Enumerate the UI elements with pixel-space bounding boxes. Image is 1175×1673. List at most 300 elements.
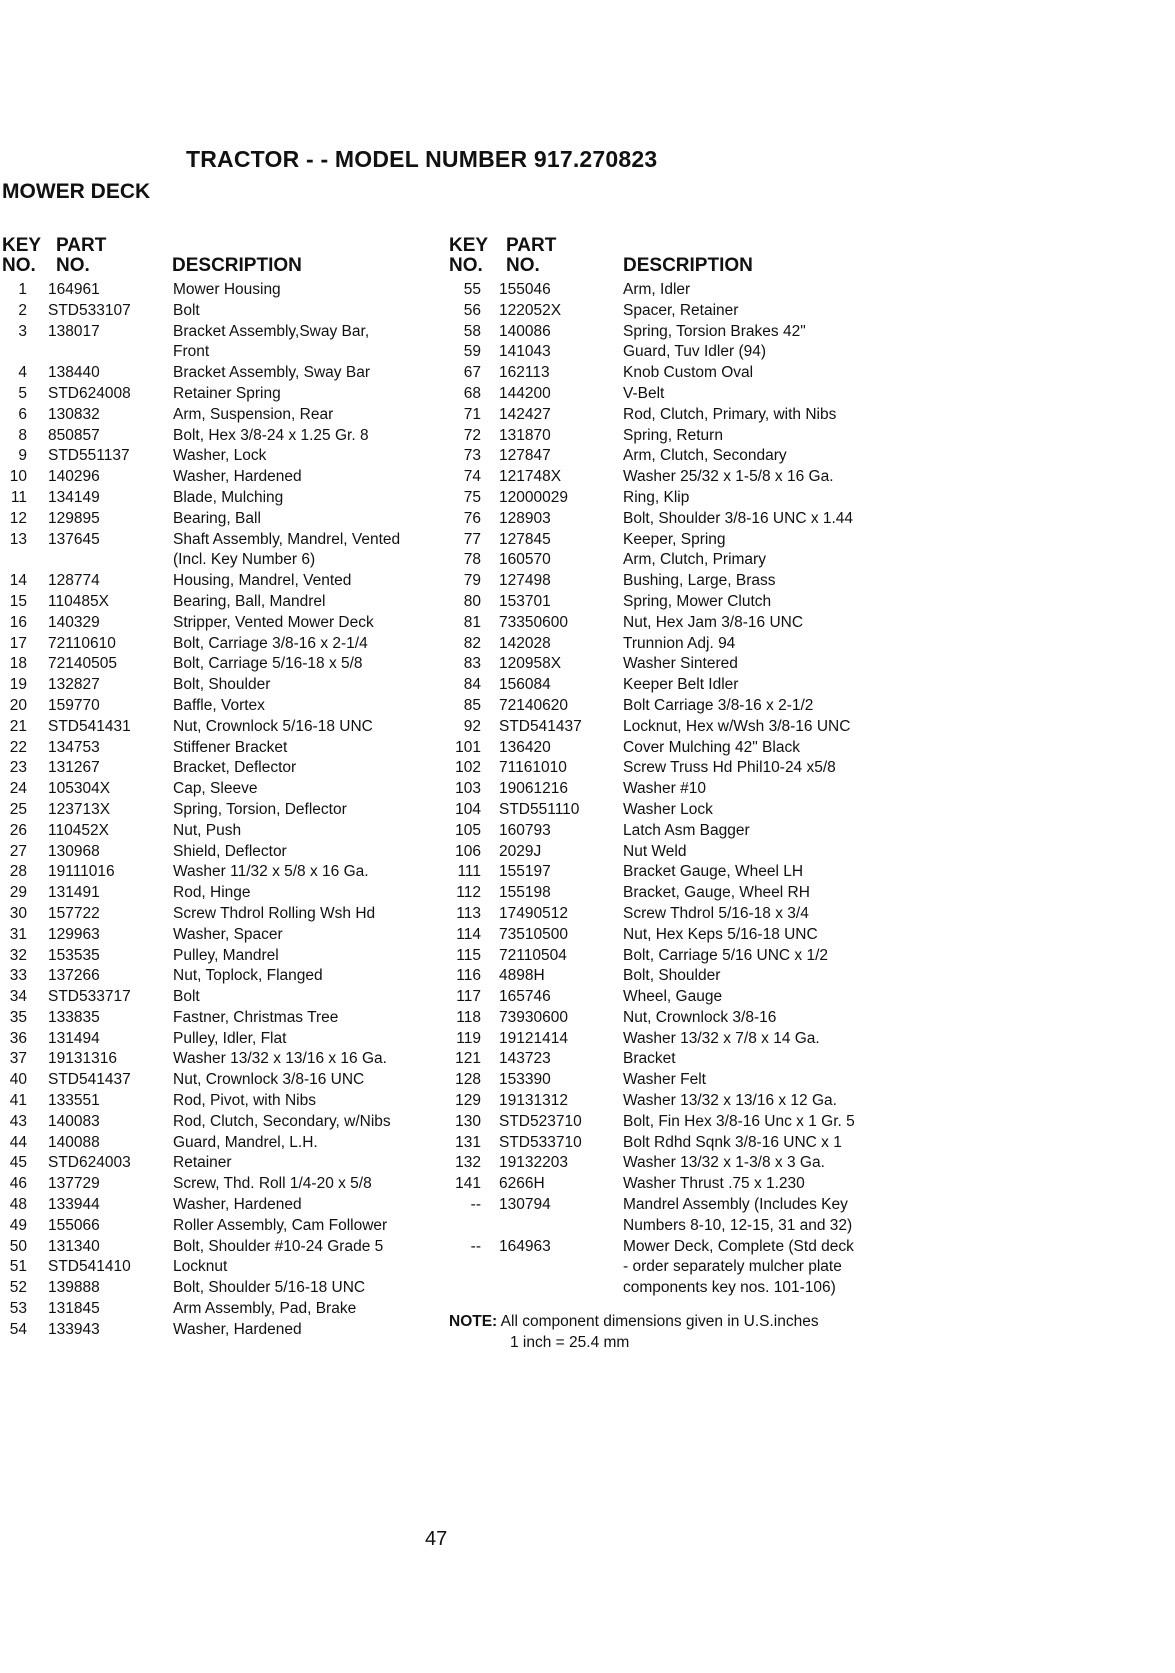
parts-row: [449, 1112, 885, 1133]
parts-row: [449, 1091, 885, 1112]
part-description: Screw Thdrol 5/16-18 x 3/4: [623, 904, 809, 922]
parts-row: [2, 717, 442, 738]
part-number: 132827: [48, 676, 100, 694]
key-number: 5: [18, 384, 27, 402]
parts-row: [2, 467, 442, 488]
key-header-top: KEY: [449, 235, 489, 256]
part-header-bottom: NO.: [506, 255, 540, 276]
key-number: 113: [456, 904, 481, 922]
part-number: 127845: [499, 530, 551, 548]
part-number: STD541437: [48, 1071, 131, 1089]
key-number: 23: [9, 759, 27, 777]
part-description: Wheel, Gauge: [623, 988, 723, 1006]
parts-row: [2, 613, 442, 634]
key-number: 101: [455, 738, 481, 756]
key-number: 19: [9, 676, 27, 694]
part-number: 110452X: [48, 821, 109, 839]
part-header-bottom: NO.: [56, 255, 90, 276]
parts-row: [449, 488, 885, 509]
key-number: 92: [463, 717, 481, 735]
note-label: NOTE:: [449, 1313, 498, 1331]
parts-row: [2, 634, 442, 655]
part-number: 157722: [48, 904, 100, 922]
part-description: Bushing, Large, Brass: [623, 572, 776, 590]
part-description: Screw Truss Hd Phil10-24 x5/8: [623, 759, 836, 777]
part-number: 159770: [48, 696, 100, 714]
parts-row: [2, 426, 442, 447]
part-description: Fastner, Christmas Tree: [173, 1008, 339, 1026]
key-number: 112: [456, 884, 481, 902]
part-number: 143723: [499, 1050, 551, 1068]
key-number: 118: [456, 1008, 481, 1026]
key-number: 9: [18, 447, 27, 465]
part-number: 130794: [499, 1196, 551, 1214]
part-description: Roller Assembly, Cam Follower: [173, 1216, 388, 1234]
key-number: 27: [9, 842, 27, 860]
part-number: STD624003: [48, 1154, 131, 1172]
part-description: Spacer, Retainer: [623, 301, 739, 319]
parts-row: [2, 301, 442, 322]
part-number: 136420: [499, 738, 551, 756]
parts-row: [449, 904, 885, 925]
part-number: 128774: [48, 572, 100, 590]
parts-row: [2, 1112, 442, 1133]
dimension-note: [449, 1311, 885, 1353]
parts-row: [449, 717, 885, 738]
part-description: Bracket Assembly, Sway Bar: [173, 364, 370, 382]
key-number: 53: [9, 1300, 27, 1318]
part-number: 138017: [48, 322, 100, 340]
part-description: Locknut: [173, 1258, 228, 1276]
key-number: 106: [455, 842, 481, 860]
key-number: 44: [9, 1133, 27, 1151]
key-number: 20: [9, 696, 27, 714]
part-description: Washer Felt: [623, 1071, 706, 1089]
key-number: 119: [456, 1029, 481, 1047]
part-number: 155197: [499, 863, 551, 881]
part-description: Bolt, Fin Hex 3/8-16 Unc x 1 Gr. 5: [623, 1112, 855, 1130]
part-number: 133944: [48, 1196, 100, 1214]
parts-row: [449, 405, 885, 426]
part-number: 71161010: [499, 759, 567, 777]
parts-row: [449, 1049, 885, 1070]
key-number: 21: [9, 717, 27, 735]
key-number: 25: [9, 800, 27, 818]
parts-row: [449, 363, 885, 384]
key-number: 14: [9, 572, 27, 590]
part-number: 137645: [48, 530, 100, 548]
key-number: 115: [456, 946, 481, 964]
part-description: Bolt: [173, 988, 200, 1006]
parts-row: [449, 1153, 885, 1174]
part-number: 73930600: [499, 1008, 568, 1026]
key-number: 79: [463, 572, 481, 590]
key-number: 132: [455, 1154, 481, 1172]
parts-row: [449, 1133, 885, 1154]
part-description: Latch Asm Bagger: [623, 821, 750, 839]
key-number: 22: [9, 738, 27, 756]
part-number: 137729: [48, 1175, 100, 1193]
parts-row: [449, 467, 885, 488]
key-number: 1: [18, 281, 27, 298]
parts-row: [449, 696, 885, 717]
part-description: Washer, Lock: [173, 447, 267, 465]
key-number: 29: [9, 884, 27, 902]
key-number: 75: [463, 488, 481, 506]
key-number: 10: [9, 468, 27, 486]
part-number: 133835: [48, 1008, 100, 1026]
parts-row: [449, 925, 885, 946]
parts-row: [449, 862, 885, 883]
parts-row: [449, 1070, 885, 1091]
key-number: 17: [9, 634, 27, 652]
key-number: 12: [9, 509, 27, 527]
part-description: Retainer Spring: [173, 384, 281, 402]
parts-row: [449, 342, 885, 363]
part-description: Nut, Crownlock 5/16-18 UNC: [173, 717, 373, 735]
parts-row: [449, 530, 885, 551]
parts-row: [2, 779, 442, 800]
part-number: 140086: [499, 322, 551, 340]
part-number: 164963: [499, 1237, 551, 1255]
parts-row: [449, 946, 885, 967]
key-number: 24: [9, 780, 27, 798]
part-number: 19111016: [48, 863, 115, 881]
part-description: Ring, Klip: [623, 488, 690, 506]
part-number: 122052X: [499, 301, 562, 319]
part-description: Rod, Clutch, Secondary, w/Nibs: [173, 1112, 391, 1130]
key-number: 77: [463, 530, 481, 548]
parts-row: [2, 883, 442, 904]
part-number: 4898H: [499, 967, 545, 985]
part-number: 131267: [48, 759, 100, 777]
part-description: Bearing, Ball: [173, 509, 261, 527]
key-number: 130: [455, 1112, 481, 1130]
part-number: 17490512: [499, 904, 568, 922]
key-number: 56: [463, 301, 481, 319]
parts-row: [449, 654, 885, 675]
part-description: Shaft Assembly, Mandrel, Vented (Incl. Key Number 6): [173, 530, 401, 569]
parts-row: [2, 925, 442, 946]
key-header-bottom: NO.: [2, 255, 36, 276]
note-text: All component dimensions given in U.S.inches: [500, 1313, 819, 1331]
part-number: STD624008: [48, 384, 131, 402]
parts-row: [2, 842, 442, 863]
part-number: 131340: [48, 1237, 100, 1255]
parts-row: [2, 1216, 442, 1237]
parts-row: [449, 426, 885, 447]
parts-row: [449, 675, 885, 696]
key-number: 6: [18, 405, 27, 423]
part-number: 121748X: [499, 468, 562, 486]
part-description: Bolt, Carriage 5/16-18 x 5/8: [173, 655, 363, 673]
part-number: 160570: [499, 551, 551, 569]
key-number: 72: [463, 426, 481, 444]
key-number: 43: [9, 1112, 27, 1130]
part-description: Bolt, Carriage 5/16 UNC x 1/2: [623, 946, 829, 964]
parts-row: [2, 1070, 442, 1091]
part-description: Nut Weld: [623, 842, 687, 860]
part-description: Bolt Carriage 3/8-16 x 2-1/2: [623, 696, 814, 714]
note-conversion: 1 inch = 25.4 mm: [510, 1334, 630, 1352]
part-number: 73510500: [499, 925, 568, 943]
part-description: Keeper, Spring: [623, 530, 726, 548]
part-number: 129895: [48, 509, 100, 527]
key-number: 32: [9, 946, 27, 964]
part-description: Bolt, Shoulder #10-24 Grade 5: [173, 1237, 384, 1255]
key-number: 3: [18, 322, 27, 340]
key-number: 26: [9, 821, 27, 839]
parts-row: [449, 571, 885, 592]
part-description: Guard, Mandrel, L.H.: [173, 1133, 318, 1151]
key-number: 30: [9, 904, 27, 922]
parts-row: [2, 446, 442, 467]
key-number: 50: [9, 1237, 27, 1255]
parts-row: [2, 1257, 442, 1278]
parts-row: [449, 842, 885, 863]
part-description: Nut, Crownlock 3/8-16: [623, 1008, 777, 1026]
key-number: 141: [455, 1175, 481, 1193]
key-header-top: KEY: [2, 235, 42, 256]
part-description: Bracket, Deflector: [173, 759, 297, 777]
part-description: Locknut, Hex w/Wsh 3/8-16 UNC: [623, 717, 851, 735]
parts-row: [2, 1153, 442, 1174]
part-number: STD551137: [48, 447, 130, 465]
part-description: Baffle, Vortex: [173, 696, 265, 714]
part-number: 162113: [499, 364, 550, 382]
part-description: Mandrel Assembly (Includes Key Numbers 8-10, 12-15, 31 and 32): [623, 1196, 853, 1234]
parts-row: [449, 738, 885, 759]
key-number: 128: [455, 1071, 481, 1089]
key-number: 28: [9, 863, 27, 881]
part-description: Trunnion Adj. 94: [623, 634, 736, 652]
key-number: 16: [9, 613, 27, 631]
key-number: 8: [18, 426, 27, 444]
part-description: Nut, Hex Keps 5/16-18 UNC: [623, 925, 818, 943]
part-description: Rod, Pivot, with Nibs: [173, 1092, 316, 1110]
parts-row: [2, 1174, 442, 1195]
key-number: 129: [455, 1092, 481, 1110]
part-description: Washer #10: [623, 780, 706, 798]
part-number: 120958X: [499, 655, 562, 673]
part-description: Arm Assembly, Pad, Brake: [173, 1300, 357, 1318]
parts-row: [449, 384, 885, 405]
part-number: STD551110: [499, 800, 580, 818]
part-description: Spring, Torsion Brakes 42": [623, 322, 806, 340]
key-number: 84: [463, 676, 481, 694]
part-description: Knob Custom Oval: [623, 364, 754, 382]
part-number: 153701: [499, 592, 551, 610]
part-description: Washer Thrust .75 x 1.230: [623, 1175, 805, 1193]
key-number: 46: [9, 1175, 27, 1193]
part-number: 2029J: [499, 842, 542, 860]
parts-row: [449, 779, 885, 800]
key-number: 114: [456, 925, 481, 943]
key-number: 52: [9, 1279, 27, 1297]
parts-column-right: [449, 236, 885, 1353]
part-number: 133943: [48, 1320, 100, 1338]
part-number: 19061216: [499, 780, 568, 798]
column-header: [2, 236, 442, 280]
key-number: 2: [18, 301, 27, 319]
parts-row: [2, 1029, 442, 1050]
part-number: 123713X: [48, 800, 111, 818]
key-number: 81: [463, 613, 481, 631]
key-number: 55: [463, 281, 481, 298]
part-number: STD533717: [48, 988, 131, 1006]
part-description: Bracket Assembly,Sway Bar, Front: [173, 322, 370, 361]
key-number: 45: [9, 1154, 27, 1172]
parts-row: [449, 1029, 885, 1050]
part-number: 131845: [48, 1300, 100, 1318]
key-number: 117: [456, 988, 481, 1006]
key-number: 104: [455, 800, 481, 818]
key-number: 58: [463, 322, 481, 340]
parts-row: [2, 1133, 442, 1154]
description-header: DESCRIPTION: [623, 255, 753, 276]
part-number: 137266: [48, 967, 100, 985]
key-number: 111: [457, 863, 481, 881]
page-number: 47: [425, 1528, 448, 1550]
column-header: [449, 236, 885, 280]
part-number: 110485X: [48, 592, 109, 610]
parts-row: [449, 1008, 885, 1029]
part-number: 134149: [48, 488, 100, 506]
part-description: Bolt, Shoulder 3/8-16 UNC x 1.44: [623, 509, 854, 527]
parts-row: [449, 613, 885, 634]
parts-row: [2, 800, 442, 821]
key-number: 34: [9, 988, 27, 1006]
part-number: 165746: [499, 988, 551, 1006]
part-description: Screw Thdrol Rolling Wsh Hd: [173, 904, 376, 922]
part-description: Cap, Sleeve: [173, 780, 258, 798]
parts-column-left: [2, 236, 442, 1341]
key-number: 48: [9, 1196, 27, 1214]
parts-row: [449, 634, 885, 655]
parts-row: [2, 1195, 442, 1216]
part-description: Guard, Tuv Idler (94): [623, 343, 767, 361]
parts-row: [449, 1195, 885, 1237]
parts-row: [2, 1278, 442, 1299]
part-number: 140296: [48, 468, 100, 486]
parts-row: [2, 488, 442, 509]
part-description: Bolt: [173, 301, 200, 319]
part-number: 155198: [499, 884, 551, 902]
parts-row: [2, 1299, 442, 1320]
key-number: 76: [463, 509, 481, 527]
part-number: 139888: [48, 1279, 100, 1297]
parts-row: [2, 696, 442, 717]
part-number: 155066: [48, 1216, 100, 1234]
part-description: Housing, Mandrel, Vented: [173, 572, 352, 590]
key-number: 49: [9, 1216, 27, 1234]
part-description: Pulley, Idler, Flat: [173, 1029, 287, 1047]
parts-row: [449, 301, 885, 322]
part-number: 130968: [48, 842, 100, 860]
part-description: Keeper Belt Idler: [623, 676, 739, 694]
parts-row: [449, 509, 885, 530]
part-description: Blade, Mulching: [173, 488, 284, 506]
part-number: STD541431: [48, 717, 131, 735]
part-description: Washer 13/32 x 13/16 x 16 Ga.: [173, 1050, 387, 1068]
key-number: --: [470, 1237, 481, 1255]
part-description: Spring, Torsion, Deflector: [173, 800, 347, 818]
parts-row: [2, 738, 442, 759]
part-description: Shield, Deflector: [173, 842, 287, 860]
parts-row: [449, 987, 885, 1008]
part-number: STD541437: [499, 717, 582, 735]
parts-list-left: [2, 280, 442, 1341]
part-number: 140083: [48, 1112, 100, 1130]
part-number: 128903: [499, 509, 551, 527]
part-number: 105304X: [48, 780, 111, 798]
part-number: 156084: [499, 676, 551, 694]
parts-row: [449, 966, 885, 987]
key-number: 116: [456, 967, 481, 985]
part-description: Mower Deck, Complete (Std deck - order separately mulcher plate components key nos. 101-106): [623, 1237, 854, 1297]
key-number: 4: [18, 364, 27, 382]
part-number: 144200: [499, 384, 551, 402]
key-number: 78: [463, 551, 481, 569]
parts-row: [449, 758, 885, 779]
key-number: 35: [9, 1008, 27, 1026]
parts-row: [2, 509, 442, 530]
part-number: 6266H: [499, 1175, 545, 1193]
part-description: Washer, Spacer: [173, 925, 283, 943]
parts-row: [2, 322, 442, 364]
key-number: 74: [463, 468, 481, 486]
key-number: --: [470, 1196, 481, 1214]
parts-row: [449, 446, 885, 467]
part-number: 850857: [48, 426, 100, 444]
part-number: 72110610: [48, 634, 116, 652]
part-description: Washer, Hardened: [173, 468, 302, 486]
part-number: 142427: [499, 405, 551, 423]
key-number: 82: [463, 634, 481, 652]
parts-row: [2, 280, 442, 301]
key-number: 131: [455, 1133, 481, 1151]
parts-row: [2, 571, 442, 592]
part-number: 133551: [48, 1092, 100, 1110]
part-description: Bolt, Shoulder: [623, 967, 721, 985]
part-description: Bearing, Ball, Mandrel: [173, 592, 326, 610]
part-description: Screw, Thd. Roll 1/4-20 x 5/8: [173, 1175, 372, 1193]
part-description: Bolt, Shoulder 5/16-18 UNC: [173, 1279, 366, 1297]
parts-row: [2, 363, 442, 384]
parts-row: [449, 550, 885, 571]
section-title: MOWER DECK: [2, 180, 151, 203]
part-description: Arm, Clutch, Secondary: [623, 447, 787, 465]
parts-row: [449, 821, 885, 842]
key-number: 105: [455, 821, 481, 839]
part-number: 131870: [499, 426, 551, 444]
parts-row: [2, 1091, 442, 1112]
part-number: 72140620: [499, 696, 568, 714]
part-number: 131491: [48, 884, 100, 902]
part-number: 131494: [48, 1029, 100, 1047]
key-number: 102: [455, 759, 481, 777]
part-number: 72110504: [499, 946, 567, 964]
part-number: 164961: [48, 281, 100, 298]
key-number: 67: [463, 364, 481, 382]
part-number: 127847: [499, 447, 551, 465]
parts-row: [2, 1008, 442, 1029]
part-number: STD541410: [48, 1258, 131, 1276]
parts-row: [2, 821, 442, 842]
key-number: 18: [9, 655, 27, 673]
key-number: 41: [9, 1092, 27, 1110]
parts-row: [2, 675, 442, 696]
